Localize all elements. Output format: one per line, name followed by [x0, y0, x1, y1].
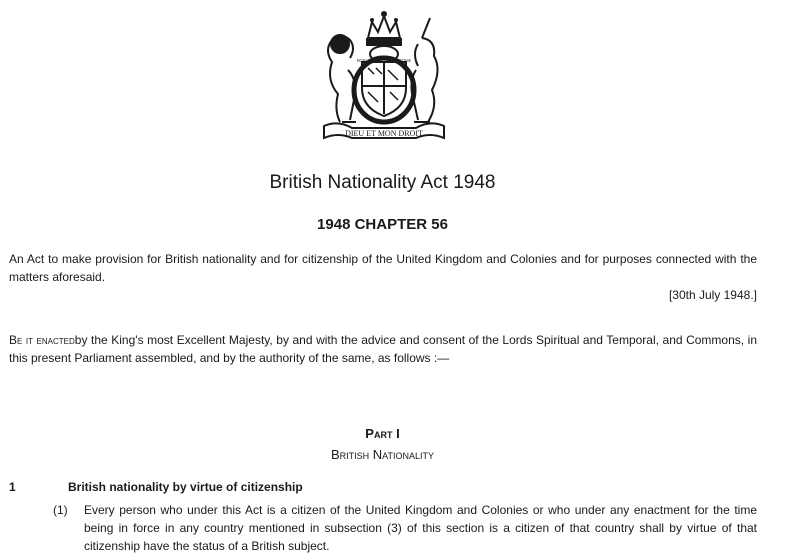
- svg-text:HONI SOIT QUI MAL Y PENSE: HONI SOIT QUI MAL Y PENSE: [356, 58, 412, 63]
- motto-scroll: [324, 123, 444, 138]
- subsection-text: Every person who under this Act is a citizen of the United Kingdom and Colonies or who under any enactment for the time being in force in any country mentioned in subsection (3) of this section is a citizen of that country shall by virtue of that citizenship have the status of a British subject.: [84, 503, 757, 553]
- subsection-number: (1): [53, 503, 68, 517]
- document-title: British Nationality Act 1948: [269, 172, 496, 193]
- assent-date: [30th July 1948.]: [668, 288, 757, 302]
- unicorn-supporter: [411, 18, 437, 122]
- lion-supporter: [328, 35, 356, 122]
- part-title: British Nationality: [330, 447, 434, 462]
- royal-coat-of-arms-icon: [318, 10, 450, 140]
- long-title: An Act to make provision for British nationality and for citizenship of the United Kingdom and Colonies and for purposes connected with the matters aforesaid.: [9, 252, 757, 284]
- enacting-text: by the King's most Excellent Majesty, by and with the advice and consent of the Lords Spiritual and Temporal, and Commons, in this present Parliament assembled, and by the authority of the same, as follows :—: [9, 333, 758, 365]
- chapter-number: 1948 CHAPTER 56: [317, 216, 448, 233]
- part-number: Part I: [365, 426, 400, 441]
- crown-crest: [366, 11, 402, 46]
- section-number: 1: [9, 480, 16, 494]
- shield: [362, 62, 406, 116]
- enacting-lead: Be it enacted: [9, 333, 75, 347]
- section-title[interactable]: British nationality by virtue of citizenship: [68, 480, 303, 494]
- enacting-formula: [9, 331, 757, 367]
- svg-text:DIEU ET MON DROIT: DIEU ET MON DROIT: [345, 129, 423, 138]
